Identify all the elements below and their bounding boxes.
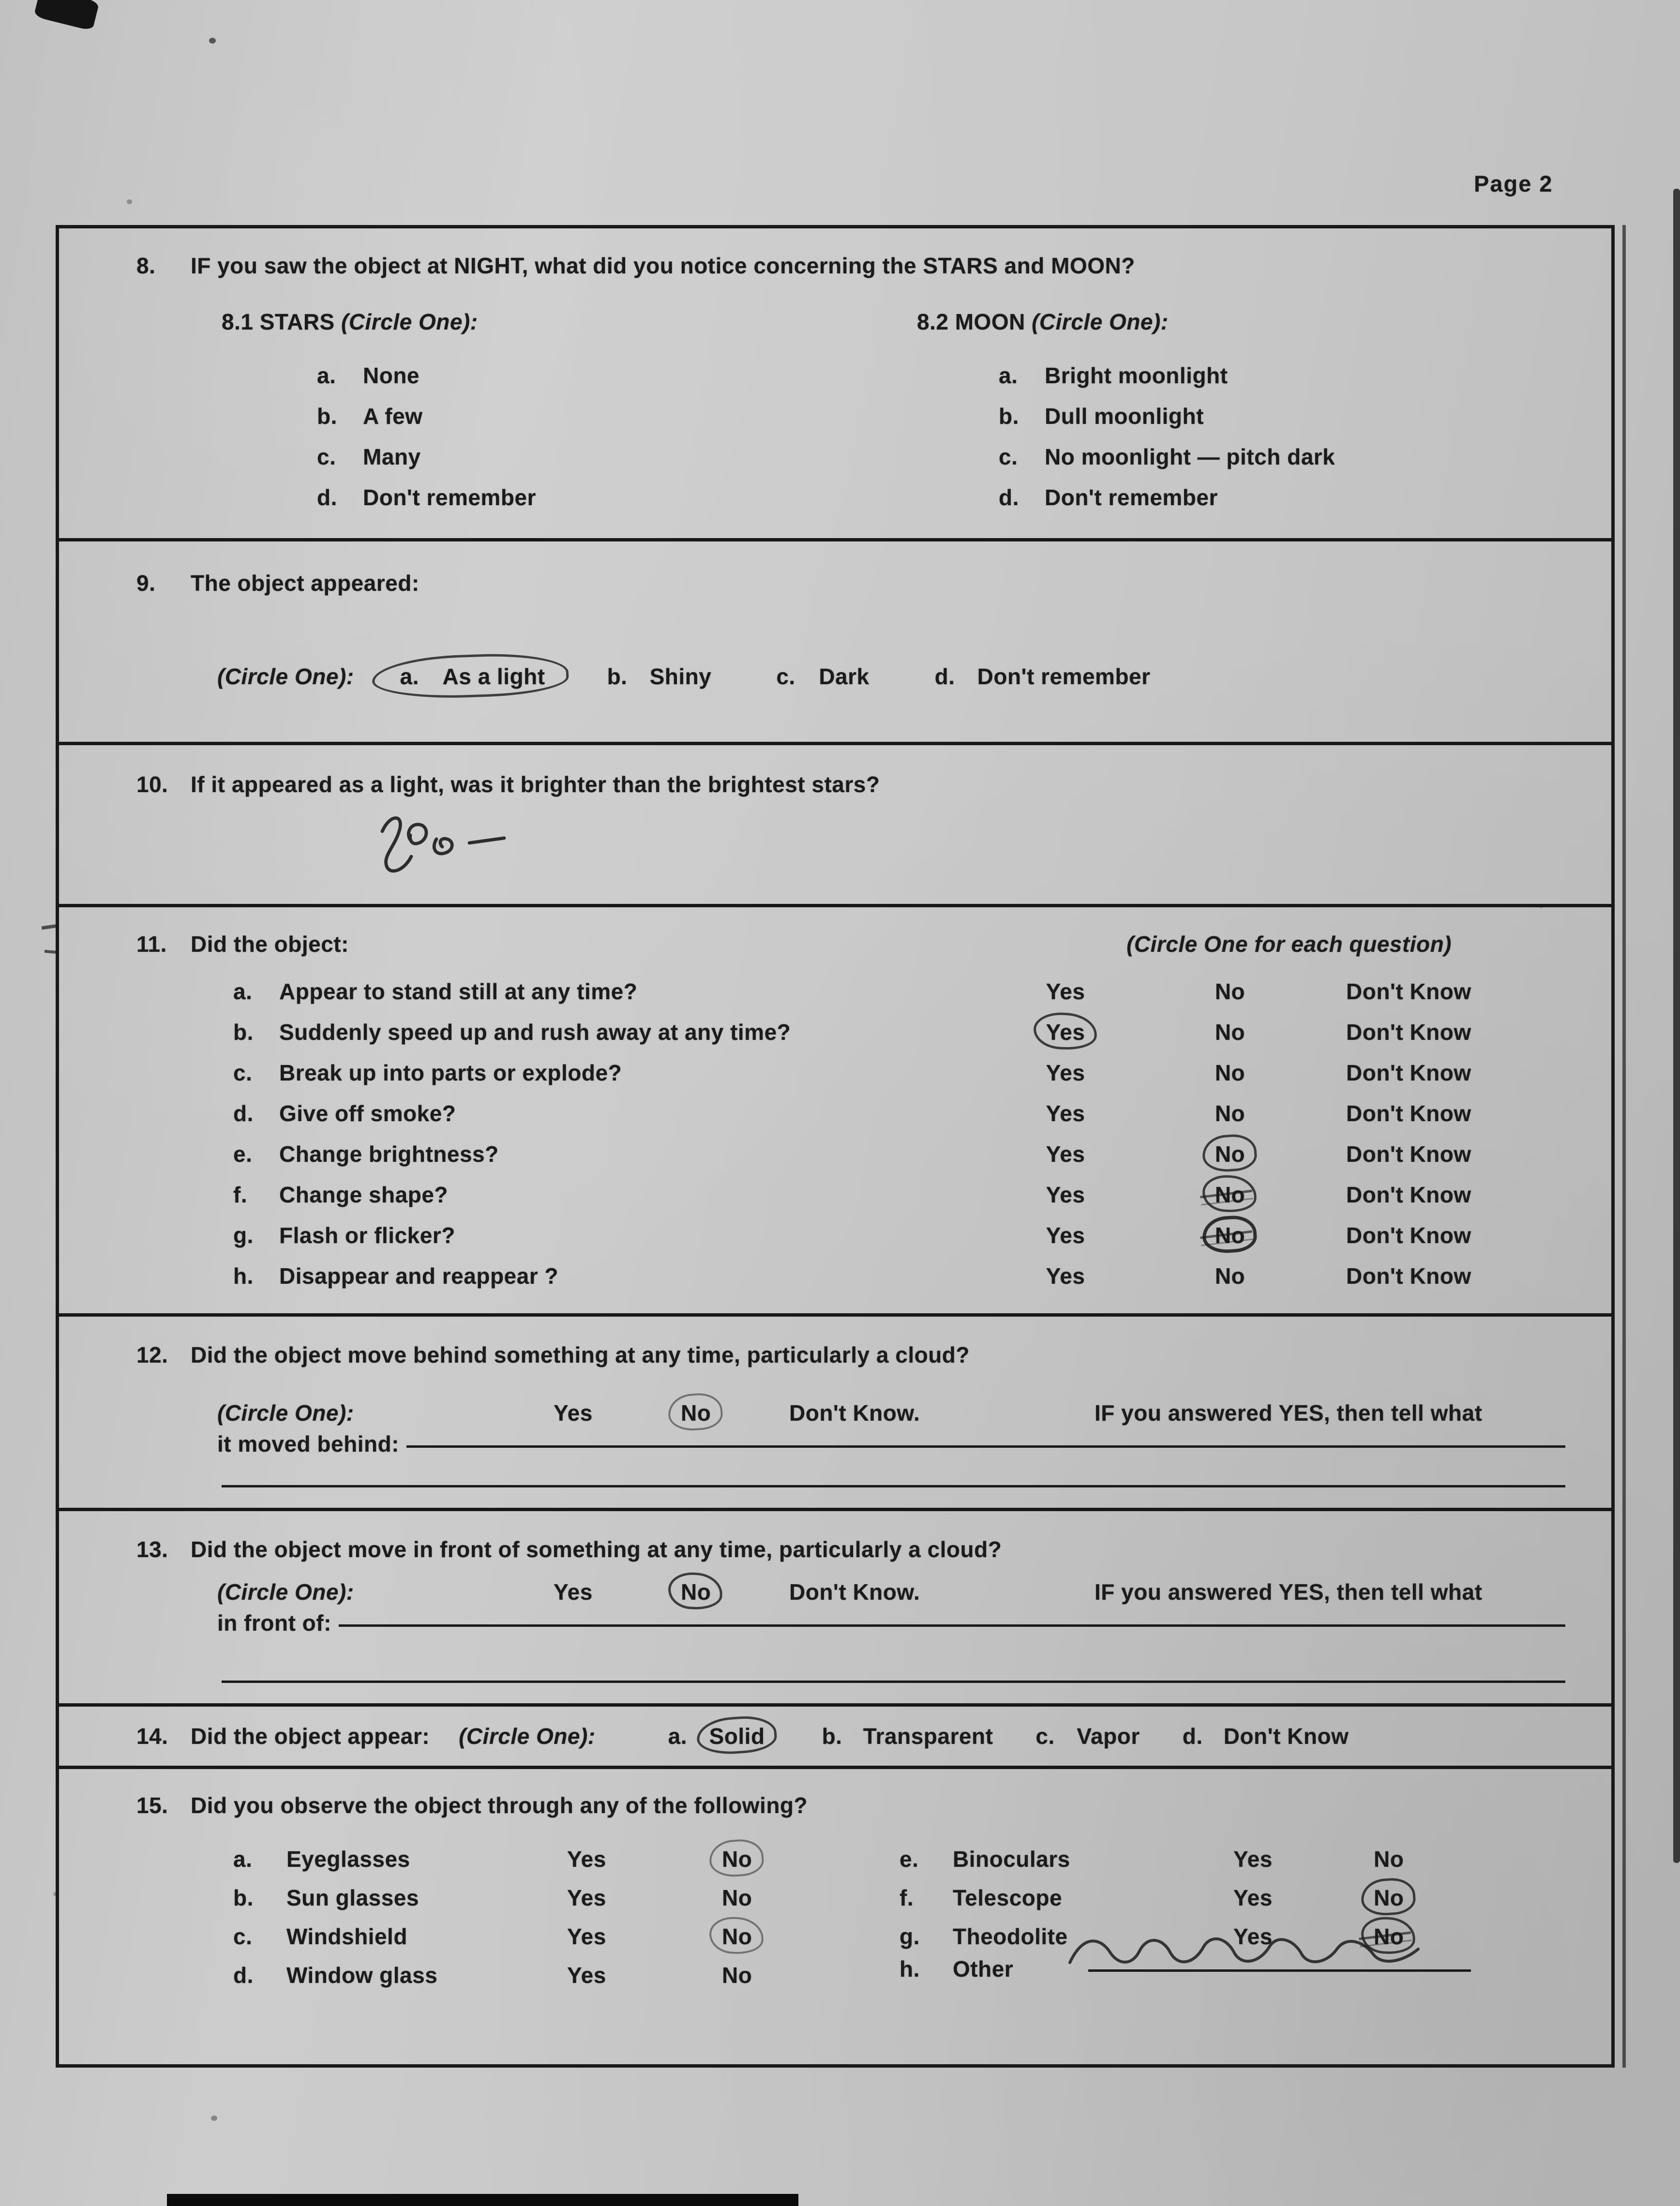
question-13-section xyxy=(59,1508,1611,1703)
q14-option-d xyxy=(1183,1723,1349,1749)
q12-text: Did the object move behind something at any time, particularly a cloud? xyxy=(191,1342,970,1367)
no-label: No xyxy=(1215,1101,1245,1126)
q12-circle-one-note: (Circle One): xyxy=(217,1400,354,1426)
q8-stars-column xyxy=(222,309,917,518)
row-letter: g. xyxy=(233,1223,254,1248)
option-label: Don't remember xyxy=(363,485,536,510)
no-label-circled: No xyxy=(1215,1141,1245,1167)
q11-row-b xyxy=(59,1012,1611,1052)
q15-left-column xyxy=(233,1840,900,1995)
option-letter: c. xyxy=(1035,1724,1055,1749)
yes-label: Yes xyxy=(1233,1846,1273,1872)
option-label: Don't remember xyxy=(1045,485,1218,510)
q14-circle-one-note: (Circle One): xyxy=(459,1724,596,1749)
yes-label: Yes xyxy=(567,1963,606,1988)
yes-label: Yes xyxy=(1046,979,1085,1004)
q13-number: 13. xyxy=(136,1537,168,1562)
option-letter: c. xyxy=(776,664,795,689)
yes-label: Yes xyxy=(1046,1060,1085,1085)
q15-row-window-glass xyxy=(233,1956,900,1995)
scan-artifact-bottom-bar xyxy=(167,2194,798,2206)
no-label: No xyxy=(1215,1263,1245,1289)
q11-row-a xyxy=(59,971,1611,1012)
yes-label: Yes xyxy=(1046,1141,1085,1167)
q9-option-c xyxy=(776,663,869,690)
option-letter: a. xyxy=(317,363,336,388)
option-letter: d. xyxy=(999,485,1019,510)
q15-right-column xyxy=(900,1840,1611,1995)
row-letter: e. xyxy=(900,1846,919,1872)
dont-know-label: Don't Know. xyxy=(789,1400,920,1426)
q14-option-b xyxy=(822,1723,993,1749)
row-label: Telescope xyxy=(953,1885,1063,1910)
dont-know-label: Don't Know xyxy=(1346,1223,1471,1248)
question-12-section xyxy=(59,1313,1611,1508)
row-label: Windshield xyxy=(286,1924,407,1949)
question-11-section xyxy=(59,904,1611,1313)
no-label-circled: No xyxy=(681,1400,711,1426)
no-label-circled: No xyxy=(1215,1182,1245,1207)
option-label: None xyxy=(363,363,420,388)
q11-text: Did the object: xyxy=(191,931,349,957)
stars-circle-one-note: (Circle One): xyxy=(341,309,478,334)
row-question: Change brightness? xyxy=(279,1141,499,1167)
row-letter: d. xyxy=(233,1963,254,1988)
moon-circle-one-note: (Circle One): xyxy=(1032,309,1169,334)
q8-moon-option-c xyxy=(999,436,1597,477)
option-label: No moonlight — pitch dark xyxy=(1045,444,1335,469)
q8-title xyxy=(59,251,1597,281)
q12-title xyxy=(59,1340,1611,1370)
yes-label: Yes xyxy=(1233,1885,1273,1910)
q14-solid-circled: Solid xyxy=(709,1724,765,1749)
q13-text: Did the object move in front of something at any time, particularly a cloud? xyxy=(191,1537,1002,1562)
scan-artifact-tick xyxy=(45,950,57,954)
row-question: Break up into parts or explode? xyxy=(279,1060,622,1085)
q9-text: The object appeared: xyxy=(191,570,420,596)
dont-know-label: Don't Know. xyxy=(789,1579,920,1605)
page-number: Page 2 xyxy=(1474,171,1553,196)
row-letter: b. xyxy=(233,1885,254,1910)
question-15-section xyxy=(59,1766,1611,2037)
option-letter: b. xyxy=(822,1724,842,1749)
q8-moon-heading xyxy=(917,309,1597,335)
no-label-circled: No xyxy=(681,1579,711,1605)
dont-know-label: Don't Know xyxy=(1346,1263,1471,1289)
option-label: Transparent xyxy=(863,1724,993,1749)
moon-heading-label: 8.2 MOON xyxy=(917,309,1025,334)
q15-row-eyeglasses xyxy=(233,1840,900,1878)
scan-artifact-dot xyxy=(209,38,216,44)
dont-know-label: Don't Know xyxy=(1346,1141,1471,1167)
option-label: As a light xyxy=(442,664,545,689)
yes-label: Yes xyxy=(567,1924,606,1949)
scan-artifact-dot xyxy=(53,1892,58,1896)
q8-moon-option-b xyxy=(999,396,1597,436)
q11-row-d xyxy=(59,1093,1611,1134)
q10-number: 10. xyxy=(136,772,168,797)
dont-know-label: Don't Know xyxy=(1346,1020,1471,1045)
q11-row-e xyxy=(59,1134,1611,1174)
q11-row-g xyxy=(59,1215,1611,1256)
row-letter: e. xyxy=(233,1141,253,1167)
q12-answer-line xyxy=(406,1445,1565,1448)
q12-number: 12. xyxy=(136,1342,168,1367)
q13-extra-answer-line xyxy=(222,1681,1565,1683)
row-question: Flash or flicker? xyxy=(279,1223,455,1248)
option-letter: c. xyxy=(317,444,336,469)
q10-title xyxy=(59,769,1611,799)
q13-in-front-of-label: in front of: xyxy=(217,1610,331,1636)
yes-label: Yes xyxy=(1046,1223,1085,1248)
row-label: Other xyxy=(953,1956,1014,1981)
q14-option-a xyxy=(668,1723,765,1749)
scan-artifact-dot xyxy=(1539,904,1544,908)
q13-title xyxy=(59,1534,1611,1564)
option-letter: c. xyxy=(999,444,1018,469)
option-letter: b. xyxy=(317,404,337,429)
q12-tell-what-label: IF you answered YES, then tell what xyxy=(1095,1400,1483,1426)
handwriting-yes-svg xyxy=(369,806,577,879)
row-letter: f. xyxy=(233,1182,248,1207)
yes-label: Yes xyxy=(1046,1182,1085,1207)
scan-artifact-dot xyxy=(211,2116,217,2121)
no-label: No xyxy=(1215,1060,1245,1085)
q8-moon-column xyxy=(917,309,1597,518)
q13-circle-one-note: (Circle One): xyxy=(217,1579,354,1605)
q11-row-f xyxy=(59,1174,1611,1215)
no-label-circled: No xyxy=(722,1846,752,1872)
q15-number: 15. xyxy=(136,1793,168,1818)
q12-moved-behind-label: it moved behind: xyxy=(217,1431,399,1456)
q15-row-telescope xyxy=(900,1878,1611,1917)
scan-artifact-right-streak xyxy=(1673,189,1680,1863)
no-label: No xyxy=(1215,1020,1245,1045)
option-label: Vapor xyxy=(1077,1724,1140,1749)
q15-other-answer-line xyxy=(1088,1969,1471,1972)
no-label-circled: No xyxy=(1215,1223,1245,1248)
q13-answer-line xyxy=(339,1624,1565,1627)
q9-option-a-circled xyxy=(400,663,545,690)
option-letter: b. xyxy=(607,664,628,689)
yes-label-circled: Yes xyxy=(1046,1020,1085,1045)
q11-number: 11. xyxy=(136,931,167,957)
row-letter: b. xyxy=(233,1020,254,1045)
q9-option-d xyxy=(935,663,1151,690)
q11-title xyxy=(59,929,349,959)
q15-row-windshield xyxy=(233,1917,900,1956)
handwriting-other-svg xyxy=(1064,1922,1451,1975)
dont-know-label: Don't Know xyxy=(1346,1101,1471,1126)
scan-artifact-dot xyxy=(127,199,132,204)
yes-label: Yes xyxy=(554,1400,593,1426)
q13-tell-what-label: IF you answered YES, then tell what xyxy=(1095,1579,1483,1605)
q15-title xyxy=(59,1790,1611,1820)
q8-stars-option-c xyxy=(317,436,917,477)
option-label: Bright moonlight xyxy=(1045,363,1228,388)
q8-stars-heading xyxy=(222,309,917,335)
option-letter: d. xyxy=(317,485,337,510)
no-label: No xyxy=(1215,979,1245,1004)
q14-option-c xyxy=(1035,1723,1140,1749)
q14-number: 14. xyxy=(136,1724,168,1749)
no-label: No xyxy=(722,1963,752,1988)
dont-know-label: Don't Know xyxy=(1346,1060,1471,1085)
option-label: Shiny xyxy=(649,664,712,689)
q15-row-binoculars xyxy=(900,1840,1611,1878)
yes-label: Yes xyxy=(567,1846,606,1872)
yes-label: Yes xyxy=(1046,1101,1085,1126)
q8-moon-option-d xyxy=(999,477,1597,518)
stars-heading-label: 8.1 STARS xyxy=(222,309,335,334)
q11-row-h xyxy=(59,1256,1611,1296)
q8-number: 8. xyxy=(136,253,156,278)
yes-label: Yes xyxy=(554,1579,593,1605)
row-label: Sun glasses xyxy=(286,1885,419,1910)
q8-moon-option-a xyxy=(999,355,1597,396)
q11-row-c xyxy=(59,1052,1611,1093)
row-letter: c. xyxy=(233,1924,253,1949)
row-question: Disappear and reappear ? xyxy=(279,1263,558,1289)
option-label: Dull moonlight xyxy=(1045,404,1204,429)
row-letter: d. xyxy=(233,1101,254,1126)
q9-title xyxy=(59,568,1611,598)
row-letter: a. xyxy=(233,979,253,1004)
option-label: Many xyxy=(363,444,421,469)
row-label: Theodolite xyxy=(953,1924,1068,1949)
option-label: Dark xyxy=(819,664,870,689)
option-letter: a. xyxy=(668,1724,687,1749)
q8-stars-option-a xyxy=(317,355,917,396)
q9-circle-one-note: (Circle One): xyxy=(217,664,354,689)
row-label: Binoculars xyxy=(953,1846,1070,1872)
row-question: Give off smoke? xyxy=(279,1101,456,1126)
q8-text: IF you saw the object at NIGHT, what did you notice concerning the STARS and MOON? xyxy=(191,253,1135,278)
yes-label: Yes xyxy=(1046,1263,1085,1289)
option-label: Don't Know xyxy=(1223,1724,1349,1749)
q11-circle-one-note: (Circle One for each question) xyxy=(1126,931,1452,957)
no-label: No xyxy=(1374,1846,1404,1872)
row-letter: h. xyxy=(900,1956,920,1981)
row-label: Eyeglasses xyxy=(286,1846,410,1872)
row-question: Suddenly speed up and rush away at any time? xyxy=(279,1020,791,1045)
option-letter: a. xyxy=(400,664,419,689)
option-letter: a. xyxy=(999,363,1018,388)
q14-text: Did the object appear: xyxy=(191,1724,430,1749)
dont-know-label: Don't Know xyxy=(1346,979,1471,1004)
q15-row-sun-glasses xyxy=(233,1878,900,1917)
row-question: Change shape? xyxy=(279,1182,449,1207)
row-letter: a. xyxy=(233,1846,253,1872)
scan-artifact-blob xyxy=(33,0,99,31)
question-8-section xyxy=(59,228,1611,538)
yes-label: Yes xyxy=(567,1885,606,1910)
q9-option-b xyxy=(607,663,712,690)
q12-extra-answer-line xyxy=(222,1485,1565,1487)
row-letter: h. xyxy=(233,1263,254,1289)
row-letter: f. xyxy=(900,1885,914,1910)
question-10-section xyxy=(59,742,1611,904)
option-letter: d. xyxy=(934,664,955,689)
no-label-circled: No xyxy=(1374,1924,1404,1949)
q15-row-other xyxy=(900,1956,1611,1995)
row-letter: c. xyxy=(233,1060,253,1085)
q10-text: If it appeared as a light, was it brighter than the brightest stars? xyxy=(191,772,880,797)
yes-label: Yes xyxy=(1233,1924,1273,1949)
row-label: Window glass xyxy=(286,1963,438,1988)
option-letter: d. xyxy=(1182,1724,1203,1749)
option-label: A few xyxy=(363,404,423,429)
question-9-section xyxy=(59,538,1611,742)
question-14-section xyxy=(59,1703,1611,1766)
no-label: No xyxy=(722,1885,752,1910)
q9-number: 9. xyxy=(136,570,156,596)
row-question: Appear to stand still at any time? xyxy=(279,979,638,1004)
q10-handwritten-answer xyxy=(369,806,1611,879)
no-label-circled: No xyxy=(1374,1885,1404,1910)
dont-know-label: Don't Know xyxy=(1346,1182,1471,1207)
option-letter: b. xyxy=(999,404,1019,429)
option-label: Don't remember xyxy=(977,664,1151,689)
q8-stars-option-b xyxy=(317,396,917,436)
row-letter: g. xyxy=(900,1924,920,1949)
q15-text: Did you observe the object through any of the following? xyxy=(191,1793,808,1818)
form-border-box xyxy=(56,225,1615,2068)
no-label-circled: No xyxy=(722,1924,752,1949)
q8-stars-option-d xyxy=(317,477,917,518)
